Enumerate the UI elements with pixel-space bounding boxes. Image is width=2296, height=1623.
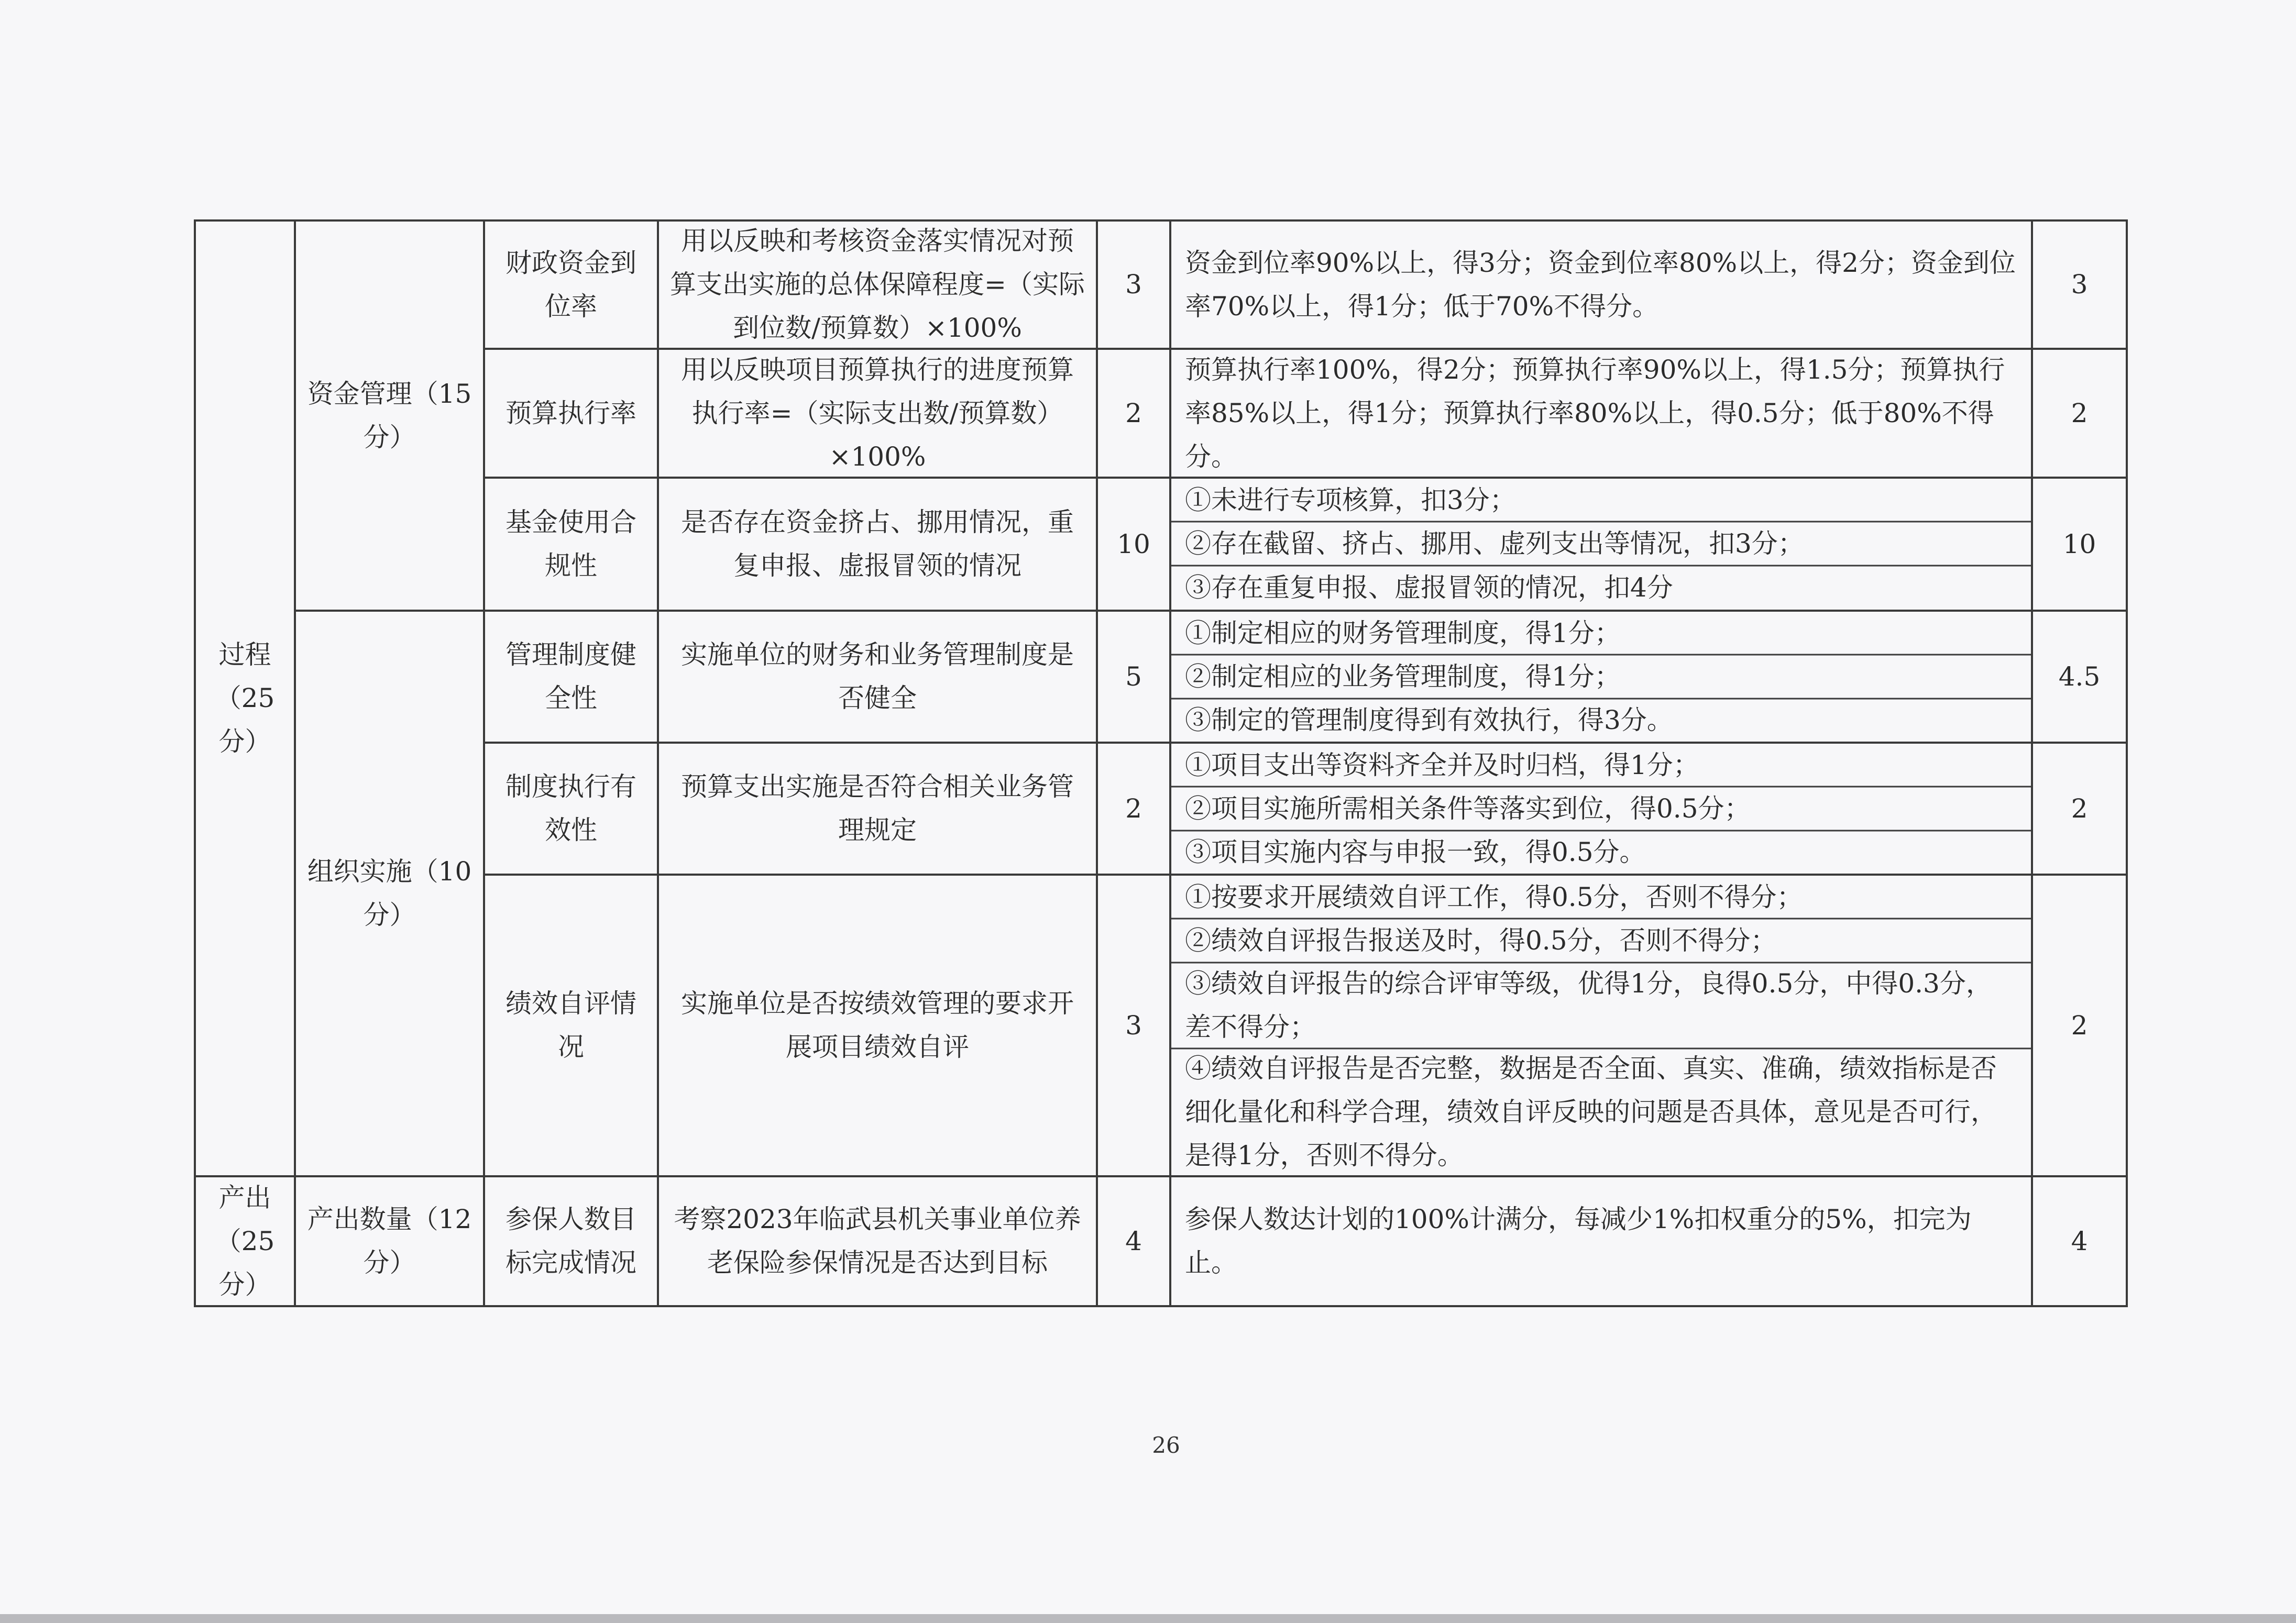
score-value: 2 [2071,1010,2088,1041]
level1-label: 产出（25分） [215,1182,275,1300]
explanation-text: 实施单位是否按绩效管理的要求开展项目绩效自评 [681,988,1074,1062]
weight-cell [1099,480,1168,609]
weight-cell [1099,351,1168,476]
weight-value: 3 [1125,1010,1142,1041]
criteria-item [1172,700,2030,741]
level2-label: 组织实施（10分） [307,856,472,930]
page-number: 26 [1152,1432,1180,1458]
score-value: 2 [2071,398,2088,428]
weight-value: 10 [1117,528,1150,559]
explanation-cell [660,351,1095,476]
criteria-text: ①未进行专项核算，扣3分； [1185,484,1516,515]
explanation-cell [660,480,1095,609]
indicator-cell [486,223,656,347]
criteria-item [1172,656,2030,698]
criteria-text: ③存在重复申报、虚报冒领的情况，扣4分 [1185,572,1673,603]
indicator-cell [486,351,656,476]
explanation-text: 考察2023年临武县机关事业单位养老保险参保情况是否达到目标 [674,1204,1081,1278]
score-value: 4 [2071,1225,2088,1256]
indicator-label: 基金使用合规性 [506,507,636,581]
criteria-text: ④绩效自评报告是否完整，数据是否全面、真实、准确，绩效指标是否细化量化和科学合理，绩效自评反映的问题是否具体，意见是否可行，是得1分，否则不得分。 [1185,1053,1997,1171]
criteria-item [1172,480,2030,521]
weight-cell [1099,1178,1168,1304]
criteria-cell [1172,1178,2030,1304]
criteria-text: ①制定相应的财务管理制度，得1分； [1185,617,1621,648]
score-value: 10 [2062,528,2096,559]
criteria-item [1172,567,2030,609]
criteria-text: ②项目实施所需相关条件等落实到位，得0.5分； [1185,793,1751,824]
indicator-label: 预算执行率 [506,398,636,428]
criteria-item [1172,788,2030,830]
score-value: 4.5 [2058,661,2101,692]
indicator-label: 制度执行有效性 [506,771,636,845]
criteria-text: ③项目实施内容与申报一致，得0.5分。 [1185,836,1646,867]
criteria-text: ③制定的管理制度得到有效执行，得3分。 [1185,704,1673,735]
explanation-cell [660,877,1095,1174]
score-value: 3 [2071,269,2088,300]
criteria-text: 预算执行率100%，得2分；预算执行率90%以上，得1.5分；预算执行率85%以上，得1分；预算执行率80%以上，得0.5分；低于80%不得分。 [1185,354,2005,472]
weight-value: 2 [1125,793,1142,824]
indicator-cell [486,613,656,741]
level1-cell-output [197,1178,293,1304]
weight-value: 3 [1125,269,1142,300]
score-cell [2034,480,2125,609]
criteria-item [1172,832,2030,873]
criteria-item [1172,920,2030,962]
weight-value: 5 [1125,661,1142,692]
criteria-item [1172,523,2030,565]
weight-cell [1099,223,1168,347]
criteria-text: ②存在截留、挤占、挪用、虚列支出等情况，扣3分； [1185,528,1804,559]
criteria-item [1172,964,2030,1047]
score-cell [2034,1178,2125,1304]
weight-cell [1099,877,1168,1174]
explanation-text: 实施单位的财务和业务管理制度是否健全 [681,639,1074,713]
criteria-item [1172,877,2030,918]
weight-value: 2 [1125,398,1142,428]
explanation-cell [660,613,1095,741]
explanation-text: 预算支出实施是否符合相关业务管理规定 [681,771,1074,845]
score-cell [2034,223,2125,347]
weight-cell [1099,745,1168,873]
level1-label: 过程（25分） [215,639,275,757]
explanation-cell [660,745,1095,873]
criteria-text: 参保人数达计划的100%计满分，每减少1%扣权重分的5%，扣完为止。 [1185,1204,1972,1278]
indicator-label: 绩效自评情况 [506,988,636,1062]
indicator-label: 财政资金到位率 [506,247,636,322]
level2-label: 产出数量（12分） [307,1204,472,1278]
criteria-cell [1172,351,2030,476]
indicator-cell [486,745,656,873]
indicator-cell [486,1178,656,1304]
criteria-text: ②绩效自评报告报送及时，得0.5分，否则不得分； [1185,925,1777,956]
indicator-label: 参保人数目标完成情况 [506,1204,636,1278]
criteria-text: ②制定相应的业务管理制度，得1分； [1185,661,1621,692]
level2-cell-output-quantity [297,1178,482,1304]
score-cell [2034,351,2125,476]
indicator-cell [486,480,656,609]
explanation-text: 用以反映项目预算执行的进度预算执行率=（实际支出数/预算数）×100% [681,354,1074,472]
weight-cell [1099,613,1168,741]
level2-cell-fund-management [297,223,482,609]
criteria-text: ③绩效自评报告的综合评审等级，优得1分，良得0.5分，中得0.3分，差不得分； [1185,968,1992,1042]
level1-cell-process [197,223,293,1174]
level2-cell-organization [297,613,482,1174]
indicator-cell [486,877,656,1174]
score-cell [2034,745,2125,873]
score-value: 2 [2071,793,2088,824]
score-cell [2034,877,2125,1174]
criteria-cell [1172,223,2030,347]
explanation-cell [660,1178,1095,1304]
score-cell [2034,613,2125,741]
criteria-item [1172,745,2030,786]
criteria-text: 资金到位率90%以上，得3分；资金到位率80%以上，得2分；资金到位率70%以上，得1分；低于70%不得分。 [1185,247,2016,322]
explanation-text: 用以反映和考核资金落实情况对预算支出实施的总体保障程度=（实际到位数/预算数）×100% [670,226,1085,343]
criteria-item [1172,1050,2030,1174]
weight-value: 4 [1125,1225,1142,1256]
explanation-cell [660,223,1095,347]
indicator-label: 管理制度健全性 [506,639,636,713]
level2-label: 资金管理（15分） [307,378,472,452]
criteria-text: ①按要求开展绩效自评工作，得0.5分，否则不得分； [1185,881,1803,912]
criteria-item [1172,613,2030,654]
criteria-text: ①项目支出等资料齐全并及时归档，得1分； [1185,749,1699,780]
explanation-text: 是否存在资金挤占、挪用情况，重复申报、虚报冒领的情况 [681,507,1074,581]
